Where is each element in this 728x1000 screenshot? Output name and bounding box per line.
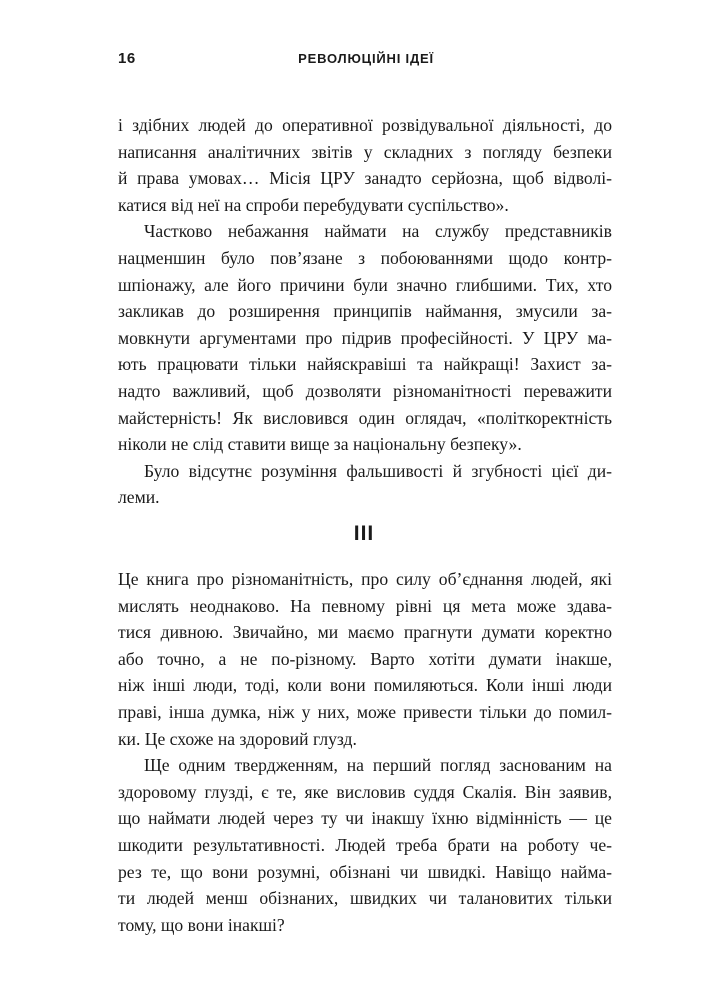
text-line: майстерність! Як висловився один оглядач, «політкоректність xyxy=(118,407,612,428)
text-line: ніж інші люди, тоді, коли вони помиляються. Коли інші люди xyxy=(118,675,612,696)
text-line: шкодити результативності. Людей треба брати на роботу че- xyxy=(118,834,612,855)
text-line: тому, що вони інакші? xyxy=(118,914,285,935)
text-line: надто важливий, щоб дозволяти різноманітності переважити xyxy=(118,380,612,401)
text-line: що наймати людей через ту чи інакшу їхню відмінність — це xyxy=(118,808,612,829)
running-header xyxy=(118,50,614,72)
section-heading: III xyxy=(353,522,375,545)
paragraph xyxy=(118,752,612,938)
text-line: ніколи не слід ставити вище за національну безпеку». xyxy=(118,434,522,455)
text-line: Це книга про різноманітність, про силу об’єднання людей, які xyxy=(118,569,612,589)
text-line: Ще одним твердженням, на перший погляд заснованим на xyxy=(144,755,612,776)
paragraph xyxy=(118,218,612,457)
text-line: й права умовах… Місія ЦРУ занадто серйозна, щоб відволі- xyxy=(118,168,612,189)
text-line: ки. Це схоже на здоровий глузд. xyxy=(118,728,357,749)
text-line: здоровому глузді, є те, яке висловив суддя Скалія. Він заявив, xyxy=(118,781,612,802)
paragraph xyxy=(118,458,612,511)
text-line: катися від неї на спроби перебудувати суспільство». xyxy=(118,194,509,215)
text-line: Було відсутнє розуміння фальшивості й згубності цієї ди- xyxy=(144,460,612,481)
text-line: мовкнути аргументами про підрив професійності. У ЦРУ ма- xyxy=(118,327,612,348)
text-line: і здібних людей до оперативної розвідувальної діяльності, до xyxy=(118,115,612,135)
text-line: шпіонажу, але його причини були значно глибшими. Тих, хто xyxy=(118,274,612,295)
text-line: закликав до розширення принципів наймання, змусили за- xyxy=(118,301,612,322)
text-line: ють працювати тільки найяскравіші та найкращі! Захист за- xyxy=(118,354,612,375)
text-line: нацменшин було пов’язане з побоюваннями щодо контр- xyxy=(118,247,612,268)
text-line: або точно, а не по-різному. Варто хотіти думати інакше, xyxy=(118,648,612,669)
text-line: рез те, що вони розумні, обізнані чи швидкі. Навіщо найма- xyxy=(118,861,612,882)
body-text-section-one xyxy=(118,112,612,511)
text-line: ти людей менш обізнаних, швидких чи талановитих тільки xyxy=(118,888,612,909)
paragraph xyxy=(118,112,612,218)
running-title: РЕВОЛЮЦІЙНІ ІДЕЇ xyxy=(298,51,434,66)
text-line: тися дивною. Звичайно, ми маємо прагнути думати коректно xyxy=(118,622,612,643)
body-text-section-two xyxy=(118,566,612,938)
text-line: Частково небажання наймати на службу представників xyxy=(144,221,612,242)
text-line: леми. xyxy=(118,487,160,508)
text-line: мислять неоднаково. На певному рівні ця мета може здава- xyxy=(118,595,612,616)
text-line: праві, інша думка, ніж у них, може привести тільки до помил- xyxy=(118,701,612,722)
page-number: 16 xyxy=(118,50,136,67)
paragraph xyxy=(118,566,612,752)
text-line: написання аналітичних звітів у складних з погляду безпеки xyxy=(118,141,612,162)
